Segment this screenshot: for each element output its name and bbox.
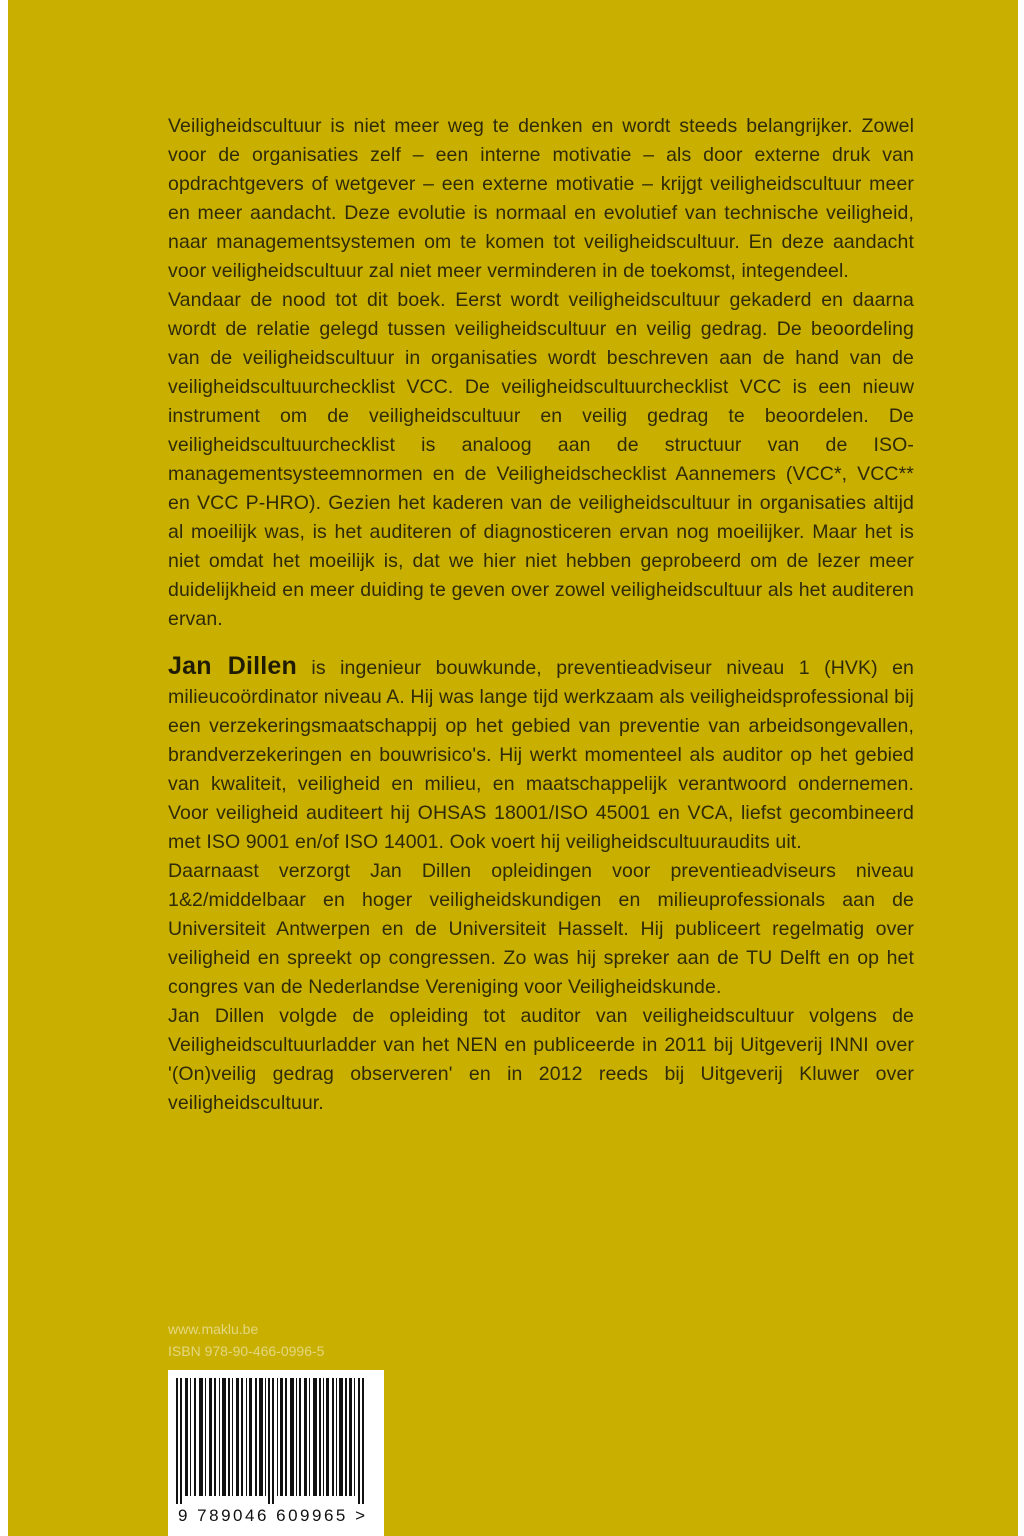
author-name: Jan Dillen: [168, 652, 297, 680]
author-bio-1: [168, 652, 914, 857]
description-paragraph-1: Veiligheidscultuur is niet meer weg te denken en wordt steeds belangrijker. Zowel voor de organisaties zelf – een interne motivatie – als door externe druk van opdrachtgevers of wetgever – een externe motivatie – krijgt veiligheidscultuur meer en meer aandacht. Deze evolutie is normaal en evolutief van technische veiligheid, naar managementsystemen om te komen tot veiligheidscultuur. En deze aandacht voor veiligheidscultuur zal niet meer verminderen in de toekomst, integendeel.: [168, 115, 914, 282]
description-paragraph-2: Vandaar de nood tot dit boek. Eerst wordt veiligheidscultuur gekaderd en daarna wordt de relatie gelegd tussen veiligheidscultuur en veilig gedrag. De beoordeling van de veiligheidscultuur in organisaties wordt beschreven aan de hand van de veiligheidscultuurchecklist VCC. De veiligheidscultuurchecklist VCC is een nieuw instrument om de veiligheidscultuur en veilig gedrag te beoordelen. De veiligheidscultuurchecklist is analoog aan de structuur van de ISO-managementsysteemnormen en de Veiligheidschecklist Aannemers (VCC*, VCC** en VCC P-HRO). Gezien het kaderen van de veiligheidscultuur in organisaties altijd al moeilijk was, is het auditeren of diagnosticeren ervan nog moeilijker. Maar het is niet omdat het moeilijk is, dat we hier niet hebben geprobeerd om de lezer meer duidelijkheid en meer duiding te geven over zowel veiligheidscultuur als het auditeren ervan.: [168, 289, 914, 630]
isbn-text: ISBN 978-90-466-0996-5: [168, 1343, 325, 1359]
author-bio-2: Daarnaast verzorgt Jan Dillen opleidingen voor preventieadviseurs niveau 1&2/middelbaar en hoger veiligheidskundigen en milieuprofessionals aan de Universiteit Antwerpen en de Universiteit Hasselt. Hij publiceert regelmatig over veiligheid en spreekt op congressen. Zo was hij spreker aan de TU Delft en op het congres van de Nederlandse Vereniging voor Veiligheidskunde.: [168, 860, 914, 998]
author-bio-3: Jan Dillen volgde de opleiding tot auditor van veiligheidscultuur volgens de Veiligheidscultuurladder van het NEN en publiceerde in 2011 bij Uitgeverij INNI over '(On)veilig gedrag observeren' en in 2012 reeds bij Uitgeverij Kluwer over veiligheidscultuur.: [168, 1005, 914, 1114]
barcode-digits: 9 789046 609965 >: [178, 1506, 368, 1525]
author-bio-1-text: is ingenieur bouwkunde, preventieadviseur niveau 1 (HVK) en milieucoördinator niveau A. Hij was lange tijd werkzaam als veiligheidsprofessional bij een verzekeringsmaatschappij op het gebied van preventie van arbeidsongevallen, brandverzekeringen en bouwrisico's. Hij werkt momenteel als auditor op het gebied van kwaliteit, veiligheid en milieu, en maatschappelijk verantwoord ondernemen. Voor veiligheid auditeert hij OHSAS 18001/ISO 45001 en VCA, liefst gecombineerd met ISO 9001 en/of ISO 14001. Ook voert hij veiligheidscultuuraudits uit.: [168, 657, 915, 853]
back-cover: [8, 0, 1018, 1536]
imprint: [168, 1318, 324, 1362]
back-cover-text: [168, 112, 914, 1118]
publisher-website: www.maklu.be: [168, 1321, 259, 1337]
barcode: [168, 1370, 384, 1536]
